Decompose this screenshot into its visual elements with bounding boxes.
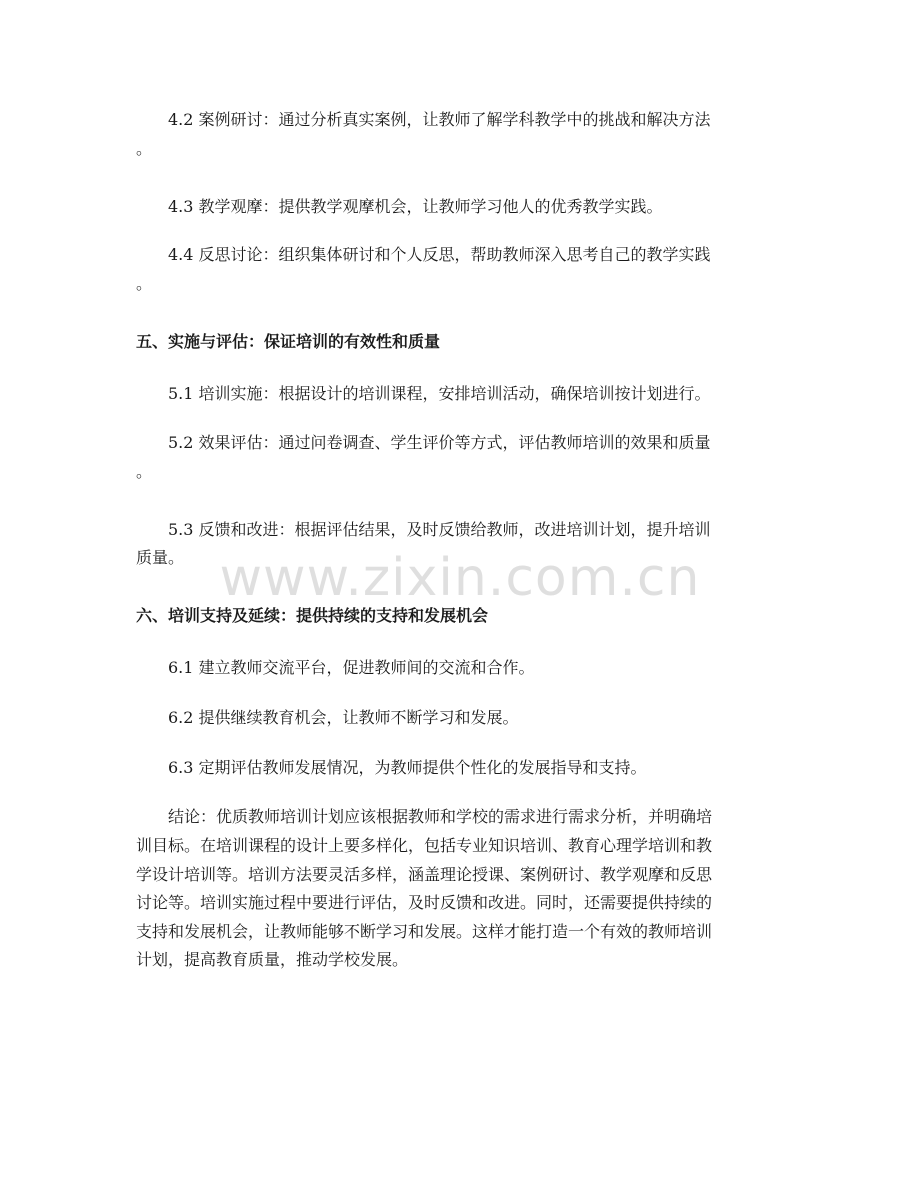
item-5-1: 5.1 培训实施：根据设计的培训课程，安排培训活动，确保培训按计划进行。 bbox=[168, 384, 711, 403]
section-6-heading: 六、培训支持及延续：提供持续的支持和发展机会 bbox=[136, 606, 489, 625]
conclusion-line-6: 计划，提高教育质量，推动学校发展。 bbox=[136, 950, 409, 969]
item-4-3: 4.3 教学观摩：提供教学观摩机会，让教师学习他人的优秀教学实践。 bbox=[168, 197, 663, 216]
conclusion-line-2: 训目标。在培训课程的设计上要多样化，包括专业知识培训、教育心理学培训和教 bbox=[136, 836, 713, 855]
conclusion-line-4: 讨论等。培训实施过程中要进行评估，及时反馈和改进。同时，还需要提供持续的 bbox=[136, 893, 713, 912]
item-6-2: 6.2 提供继续教育机会，让教师不断学习和发展。 bbox=[168, 708, 519, 727]
section-5-heading: 五、实施与评估：保证培训的有效性和质量 bbox=[136, 332, 441, 351]
watermark: www.zixin.com.cn bbox=[219, 548, 701, 608]
item-5-2: 5.2 效果评估：通过问卷调查、学生评价等方式，评估教师培训的效果和质量 bbox=[168, 433, 711, 452]
conclusion-line-3: 学设计培训等。培训方法要灵活多样，涵盖理论授课、案例研讨、教学观摩和反思 bbox=[136, 865, 713, 884]
item-4-4: 4.4 反思讨论：组织集体研讨和个人反思，帮助教师深入思考自己的教学实践 bbox=[168, 245, 711, 264]
item-5-3-continuation: 质量。 bbox=[136, 548, 185, 567]
conclusion-line-5: 支持和发展机会，让教师能够不断学习和发展。这样才能打造一个有效的教师培训 bbox=[136, 922, 713, 941]
item-6-3: 6.3 定期评估教师发展情况，为教师提供个性化的发展指导和支持。 bbox=[168, 758, 647, 777]
item-4-2: 4.2 案例研讨：通过分析真实案例，让教师了解学科教学中的挑战和解决方法 bbox=[168, 110, 711, 129]
item-4-4-continuation: 。 bbox=[136, 274, 153, 293]
conclusion-line-1: 结论：优质教师培训计划应该根据教师和学校的需求进行需求分析，并明确培 bbox=[168, 807, 713, 826]
item-5-2-continuation: 。 bbox=[136, 462, 153, 481]
item-4-2-continuation: 。 bbox=[136, 139, 153, 158]
item-5-3: 5.3 反馈和改进：根据评估结果，及时反馈给教师，改进培训计划，提升培训 bbox=[168, 520, 711, 539]
item-6-1: 6.1 建立教师交流平台，促进教师间的交流和合作。 bbox=[168, 658, 535, 677]
